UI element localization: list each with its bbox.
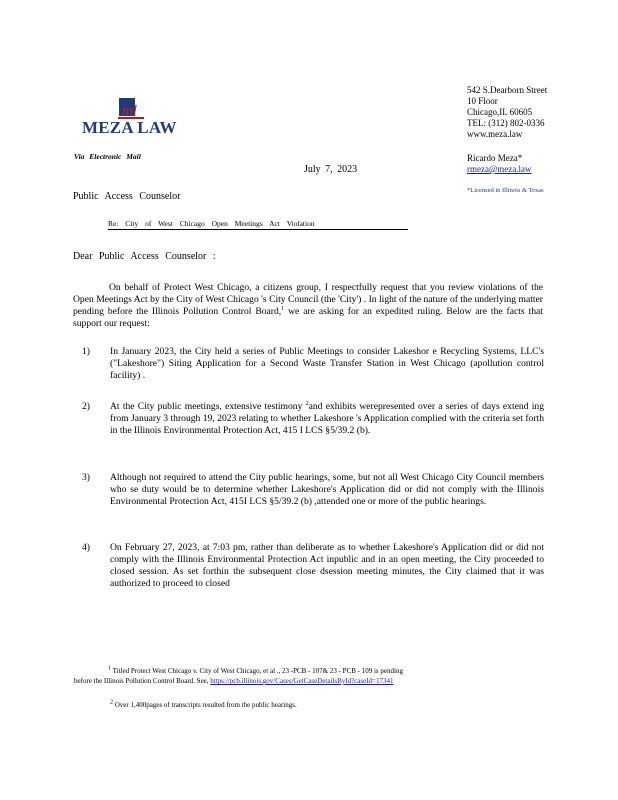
address-website: www.meza.law: [467, 129, 523, 139]
fact-item-4: [82, 542, 544, 590]
letter-date: July 7, 2023: [304, 164, 358, 175]
logo-text: MEZA LAW: [82, 118, 177, 137]
item-text: On February 27, 2023, at 7:03 pm, rather than deliberate as to whether Lakeshore's Application did or did not comply with the Illinois Environmental Protection Act inpublic and in an open meeting, the City proceeded to closed session. As set forthin the subsequent close dsession meeting minutes, the City claimed that it was authorized to proceed to closed: [110, 542, 544, 589]
footnote-ref-2: 2: [305, 400, 309, 407]
footnote-2: [110, 700, 297, 710]
item-number: 1): [82, 346, 90, 357]
item-text: [110, 401, 544, 437]
intro-text: On behalf of Protect West Chicago, a citizens group, I respectfully request that you review violations of the Open Meetings Act by the City of West Chicago 's City Council (the 'City') . In light of the nature of the underlying matter pending before the Illinois Pollution Control Board,: [73, 282, 543, 317]
fact-item-1: [82, 346, 544, 382]
address-street: 542 S.Dearborn Street: [467, 85, 548, 95]
re-line: Re: City of West Chicago Open Meetings Act Violation: [108, 219, 408, 230]
salutation: Dear Public Access Counselor :: [73, 251, 216, 262]
item-number: 4): [82, 542, 90, 553]
footnote-2-marker: 2: [110, 699, 113, 706]
footnote-2-text: Over 1,400pages of transcripts resulted from the public hearings.: [113, 701, 297, 709]
item-number: 2): [82, 401, 90, 412]
item-text-after: and exhibits werepresented over a series of days extend ing from January 3 through 19, 2023 relating to whether Lakeshore 's Application complied with the criteria set forth in the Illinois Environmental Protection Act, 415 I LCS §5/39.2 (b).: [110, 401, 544, 436]
footnote-ref-1: 1: [281, 305, 285, 312]
attorney-block: [467, 153, 532, 175]
intro-paragraph: [73, 282, 543, 330]
attorney-email-link[interactable]: rmeza@meza.law: [467, 164, 532, 174]
address-city: Chicago,IL 60605: [467, 107, 533, 117]
item-text: Although not required to attend the City public hearings, some, but not all West Chicago City Council members who se duty would be to determine whether Lakeshore's Application did or did not comply with the Illinois Environmental Protection Act, 415I LCS §5/39.2 (b) ,attended one or more of the public hearings.: [110, 472, 544, 507]
fact-item-2: [82, 401, 544, 437]
footnote-1-text-2: before the Illinois Pollution Control Board. See,: [74, 677, 211, 685]
item-text: In January 2023, the City held a series of Public Meetings to consider Lakeshor e Recycling Systems, LLC's ("Lakeshore") Siting Application for a Second Waste Transfer Station in West Chicago (apollution control facility) .: [110, 346, 544, 381]
item-number: 3): [82, 472, 90, 483]
firm-address: [467, 85, 547, 140]
delivery-method: Via Electronic Mail: [74, 152, 141, 161]
footnote-1-text: Titled Protect West Chicago v. City of West Chicago, et al ., 23 -PCB - 107& 23 - PCB - 109 is pending: [111, 667, 403, 675]
recipient: Public Access Counselor: [73, 191, 181, 202]
footnote-1-marker: 1: [108, 665, 111, 672]
attorney-name: Ricardo Meza*: [467, 153, 523, 163]
fact-item-3: [82, 472, 544, 508]
case-details-link[interactable]: https://pcb.illinois.gov/Cases/GetCaseDetailsById?caseId=17341: [210, 677, 394, 685]
licensed-note: *Licensed in Illinois & Texas: [467, 187, 544, 194]
logo-mark-text: ml: [122, 103, 137, 119]
footnote-1: [74, 666, 544, 686]
address-floor: 10 Floor: [467, 96, 498, 106]
intro-text-after: we are asking for an expedited ruling. Below are the facts that support our request:: [73, 306, 543, 329]
address-phone: TEL: (312) 802-0336: [467, 118, 545, 128]
item-text-before: At the City public meetings, extensive testimony: [110, 401, 306, 412]
